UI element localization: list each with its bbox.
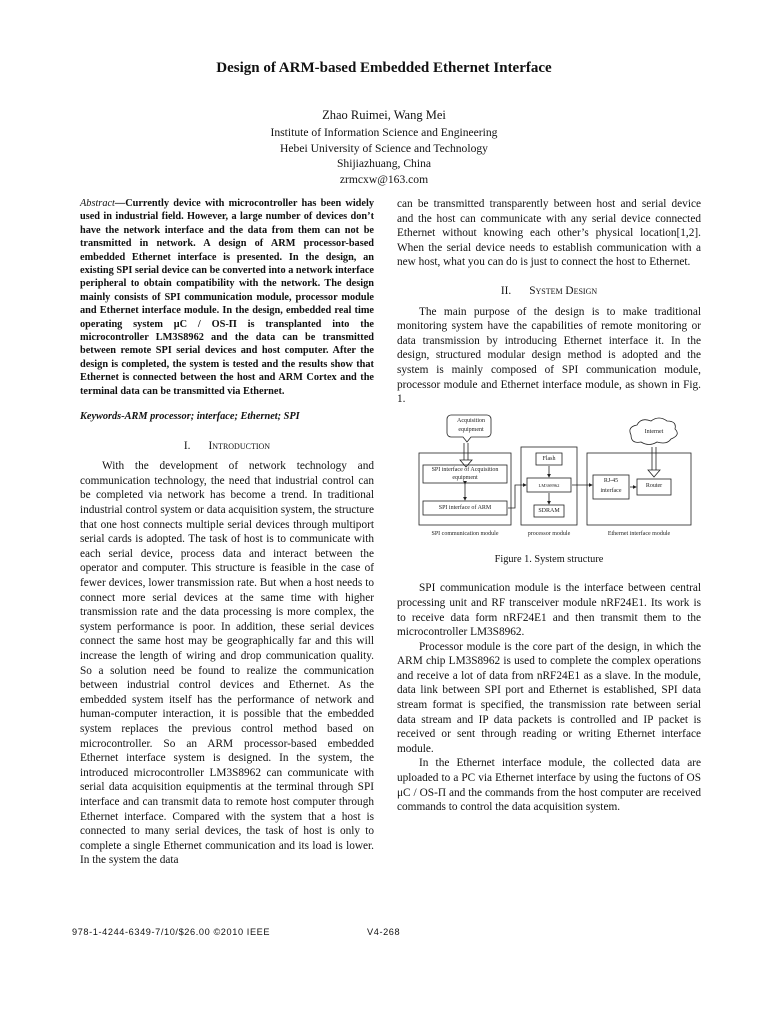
label-module-processor: processor module [527,530,571,537]
section-2-heading [397,284,701,299]
label-spi-acq-line1: SPI interface of Acquisition [431,466,499,473]
paper-title: Design of ARM-based Embedded Ethernet Interface [216,60,552,76]
footer-isbn: 978-1-4244-6349-7/10/$26.00 ©2010 IEEE [72,927,271,937]
affiliation-block [0,125,768,187]
label-mcu: LM3S8962 [538,482,560,488]
label-spi-acq-line2: equipment [452,474,478,481]
system-structure-diagram [409,413,699,545]
affiliation-university: Hebei University of Science and Technology [280,141,488,155]
label-module-spi: SPI communication module [431,530,499,537]
label-rj45-line2: interface [600,487,622,494]
label-acquisition-line1: Acquisition [457,417,485,424]
keywords: Keywords-ARM processor; interface; Ethernet; SPI [80,411,300,423]
spi-module-paragraph: SPI communication module is the interface between central processing unit and RF transceiver module nRF24E1. Its work is to receive data form nRF24E1 and then transmit them to the microcontroller LM3S8962. [397,582,701,639]
affiliation-city: Shijiazhuang, China [336,157,432,171]
introduction-continued: can be transmitted transparently between host and serial device and the host can communicate with any serial device connected Ethernet without knowing each other’s physical location[1,2]. When the serial device needs to establish communication with a new host, what you can do is just to connect the host to Ethernet. [397,198,701,269]
system-design-paragraph: The main purpose of the design is to make traditional monitoring system have the capabilities of remote monitoring or data transmission by introducing Ethernet interface it. In the design, structured modular design method is adopted and the system is mainly composed of SPI communication module, processor module and Ethernet interface module, as shown in Fig. 1. [397,305,701,406]
introduction-paragraph: With the development of network technology and communication technology, the need that industrial control can be completed via network has become a trend. In traditional industrial control system or data acquisition system, the structure that one host connects multiple serial devices through multiport serial cards is adopted. The task of host is to communicate with each serial device, process data and interact between the operator and computer. This structure is feasible in the case of fewer devices, lower transmission rate. But when a host needs to connect more serial devices at the same time with higher transmission rate and the data processing is more complex, the system performance is poor. In addition, these serial devices connect the same host may be geographically far and this will increase the length of wiring and drop communication quality. So a solution need be found to realize the communication between industrial control devices and Ethernet. As the embedded system itself has the performance of network and human-computer interaction, it is possible that the embedded system replaces the previous control method based on microcontroller. So an ARM processor-based embedded Ethernet interface system is designed. In the system, the introduced microcontroller LM3S8962 can communicate with serial data acquisition equipmentis at the terminal through SPI interface and can transmit data to remote host computer through Ethernet interface. Compared with the system that a host is connected to many serial devices, the task of host is only to complete a single Ethernet communication and its load is lower. In the system the data [80,460,374,867]
abstract-lead: Abstract [80,198,115,209]
label-rj45-line1: RJ-45 [603,477,619,484]
figure-1-caption: Figure 1. System structure [494,553,604,565]
abstract [80,197,374,398]
footer-page-number: V4-268 [367,927,401,937]
left-column [80,197,374,868]
label-spi-arm: SPI interface of ARM [438,504,492,511]
ethernet-module-paragraph: In the Ethernet interface module, the collected data are uploaded to a PC via Ethernet interface by using the fuctons of OS μC / OS-Π and the commands from the host computer are received commands to control the data acquisition system. [397,757,701,814]
affiliation-email: zrmcxw@163.com [339,172,429,186]
abstract-text: Currently device with microcontroller has been widely used in industrial field. However, a large number of devices don’t have the network interface and the data from them can not be transmitted in network. A design of ARM processor-based embedded Ethernet interface is presented. In the design, an existing SPI serial device can be converted into a network interface peripheral to obtain compatibility with the network. The design mainly consists of SPI communication module, processor module and Ethernet interface module. In the design, embedded real time operating system μC / OS-Π is transplanted into the microcontroller LM3S8962 and the data can be transmitted between remote SPI serial devices and host computer. After the design is completed, the system is tested and the results show that Ethernet is connected between the host and ARM Cortex and the terminal data can be transmitted via Ethernet. [80,198,374,397]
label-internet: Internet [644,428,664,435]
abstract-dash: — [114,198,126,209]
section-2-title: System Design [529,284,598,297]
affiliation-institute: Institute of Information Science and Engineering [270,126,498,139]
section-1-title: Introduction [208,439,271,452]
label-module-ethernet: Ethernet interface module [607,530,671,537]
right-column [397,197,701,815]
label-flash: Flash [542,455,556,462]
label-acquisition-line2: equipment [458,426,484,433]
processor-module-paragraph: Processor module is the core part of the design, in which the ARM chip LM3S8962 is used to complete the complex operations and receive a lot of data from nRF24E1 as a slave. In the module, data link between SPI port and Ethernet is established, SPI data stream format is specified, the transmission rate between serial data stream and IP data packets is controlled and IP packet is received or sent through reading or writing Ethernet interface module. [397,640,701,755]
label-router: Router [645,482,663,489]
section-1-heading [80,439,374,454]
label-sdram: SDRAM [538,507,560,514]
section-1-number: I. [183,439,191,452]
author-names: Zhao Ruimei, Wang Mei [322,108,446,122]
section-2-number: II. [500,284,512,297]
